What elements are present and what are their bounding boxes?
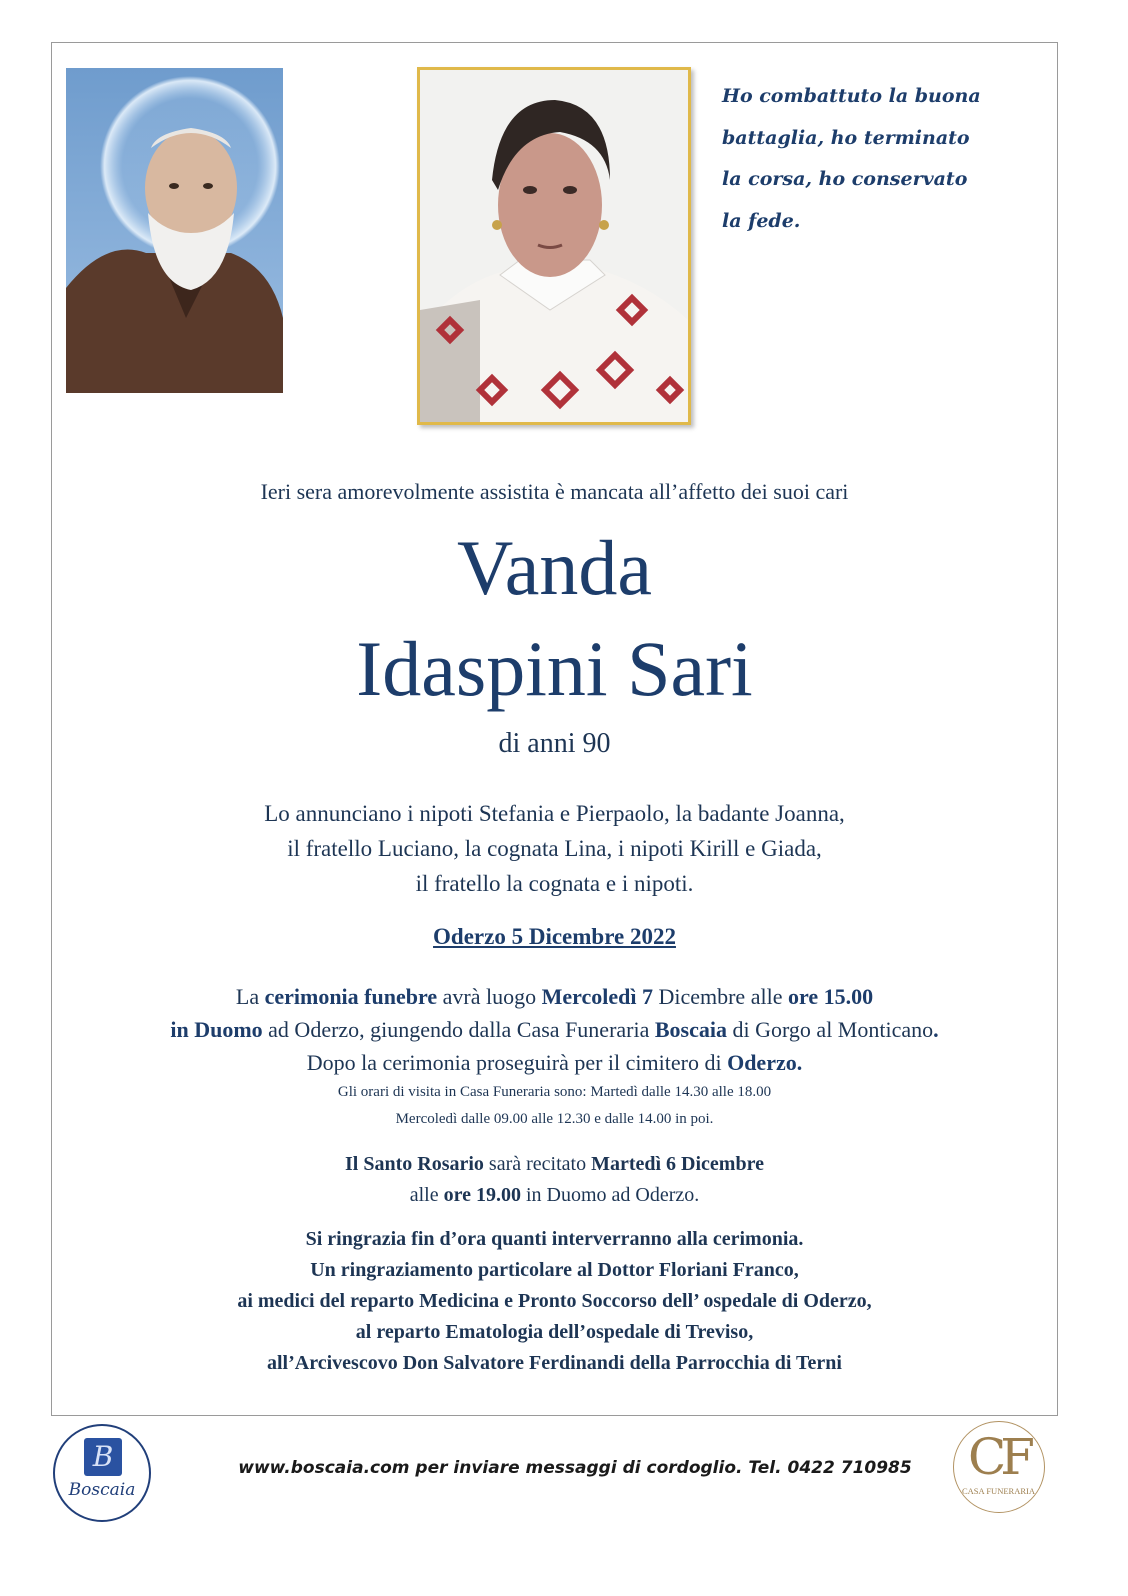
visiting-line: Gli orari di visita in Casa Funeraria sono: Martedì dalle 14.30 alle 18.00 — [337, 1084, 772, 1100]
deceased-photo — [417, 67, 691, 425]
thanks-line: Un ringraziamento particolare al Dottor Floriani Franco, — [310, 1259, 799, 1281]
ceremony-line-2: in Duomo ad Oderzo, giungendo dalla Casa Funeraria Boscaia di Gorgo al Monticano. — [170, 1017, 939, 1042]
boscaia-wordmark: Boscaia — [68, 1480, 136, 1500]
thanks-line: all’Arcivescovo Don Salvatore Ferdinandi della Parrocchia di Terni — [267, 1352, 842, 1374]
rosary-line-2: alle ore 19.00 in Duomo ad Oderzo. — [409, 1184, 700, 1206]
deceased-first-name: Vanda — [457, 524, 652, 611]
boscaia-monogram: B — [84, 1438, 122, 1476]
thanks-line: ai medici del reparto Medicina e Pronto Soccorso dell’ ospedale di Oderzo, — [237, 1290, 872, 1312]
quote-line: Ho combattuto la buona — [722, 85, 981, 107]
ceremony-line-3: Dopo la cerimonia proseguirà per il cimitero di Oderzo. — [306, 1050, 803, 1075]
deceased-age: di anni 90 — [498, 728, 611, 759]
announcers-text — [51, 796, 1058, 901]
announcer-line: il fratello la cognata e i nipoti. — [415, 871, 694, 896]
cf-monogram: CF — [968, 1428, 1029, 1486]
ceremony-line-1: La cerimonia funebre avrà luogo Mercoledì 7 Dicembre alle ore 15.00 — [235, 984, 874, 1009]
quote-line: la fede. — [722, 209, 801, 232]
thanks-line: Si ringrazia fin d’ora quanti interverranno alla cerimonia. — [305, 1228, 804, 1250]
announcer-line: il fratello Luciano, la cognata Lina, i nipoti Kirill e Giada, — [287, 836, 822, 861]
deceased-last-name: Idaspini Sari — [356, 625, 753, 712]
rosary-line-1: Il Santo Rosario sarà recitato Martedì 6 Dicembre — [345, 1153, 764, 1175]
saint-portrait-image — [66, 68, 283, 393]
rosary-details — [51, 1149, 1058, 1211]
intro-text: Ieri sera amorevolmente assistita è mancata all’affetto dei suoi cari — [260, 479, 849, 504]
visiting-hours — [51, 1079, 1058, 1133]
bible-quote — [722, 76, 1022, 242]
place-date: Oderzo 5 Dicembre 2022 — [433, 924, 676, 949]
visiting-line: Mercoledì dalle 09.00 alle 12.30 e dalle 14.00 in poi. — [395, 1111, 714, 1127]
thanks-text — [51, 1224, 1058, 1379]
announcer-line: Lo annunciano i nipoti Stefania e Pierpaolo, la badante Joanna, — [264, 801, 845, 826]
quote-line: la corsa, ho conservato — [722, 168, 968, 190]
footer-contact: www.boscaia.com per inviare messaggi di cordoglio. Tel. 0422 710985 — [238, 1458, 912, 1478]
casa-funeraria-logo — [953, 1421, 1045, 1513]
cf-wordmark: CASA FUNERARIA — [962, 1486, 1035, 1496]
thanks-line: al reparto Ematologia dell’ospedale di Treviso, — [355, 1321, 754, 1343]
ceremony-details — [51, 980, 1058, 1079]
quote-line: battaglia, ho terminato — [722, 126, 970, 149]
